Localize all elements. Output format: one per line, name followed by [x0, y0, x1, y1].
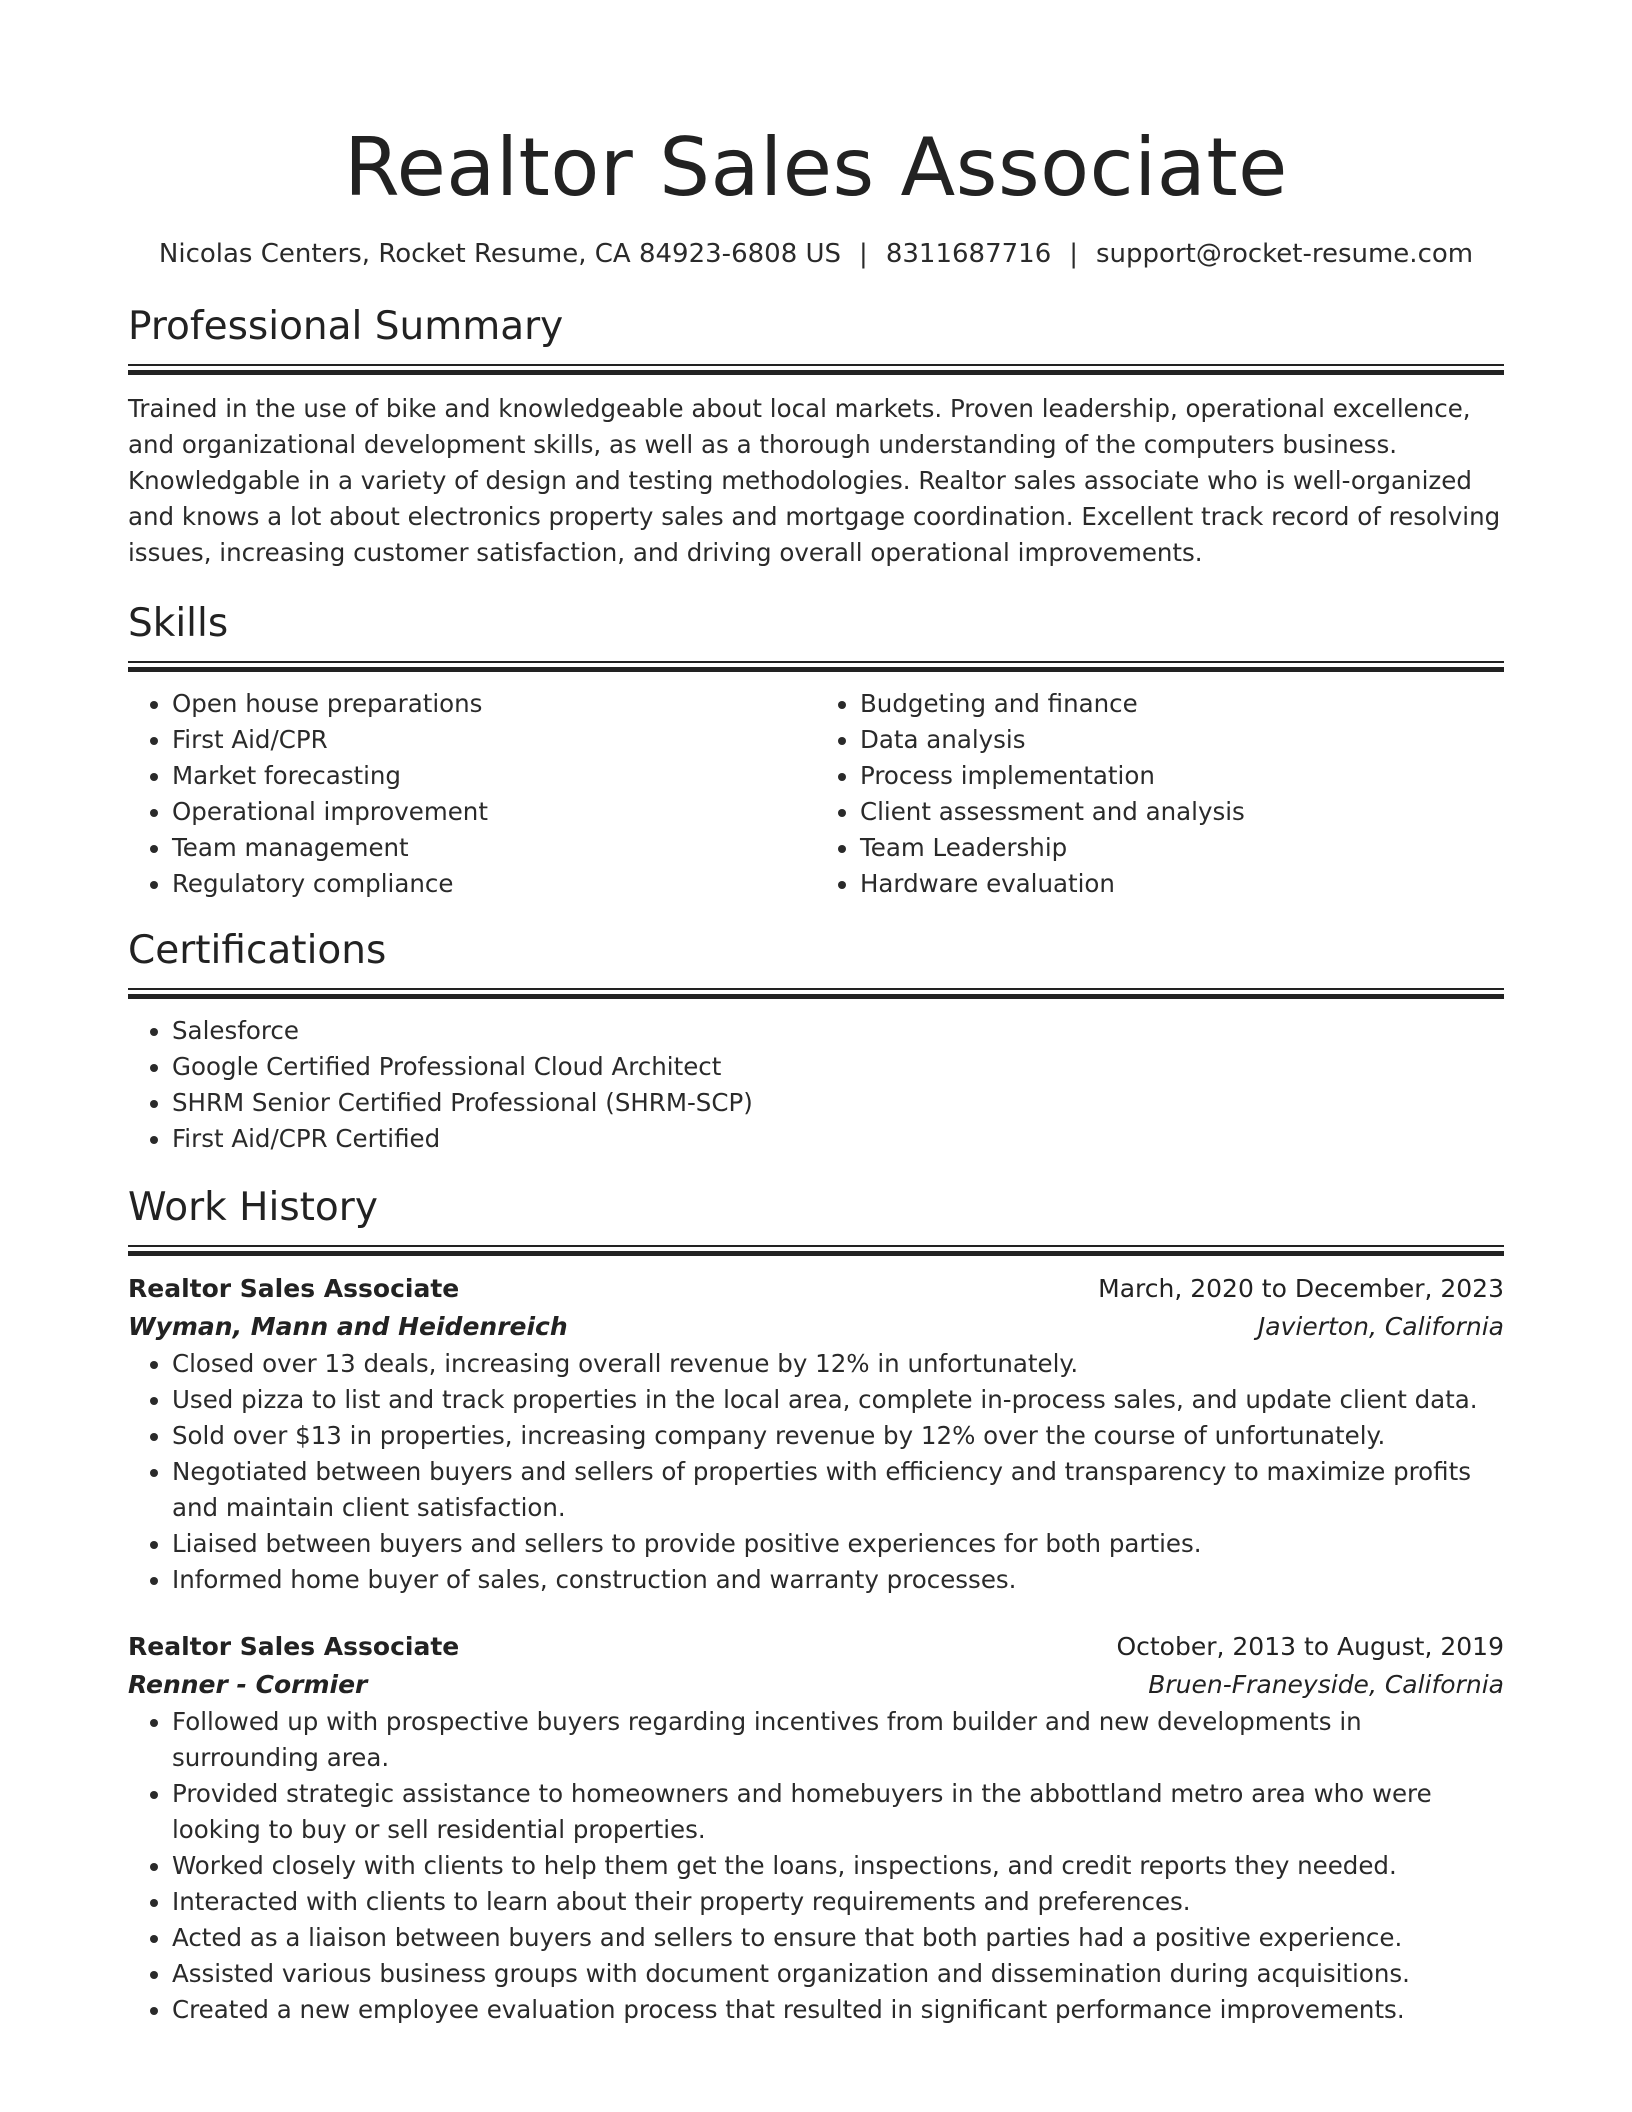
section-heading-summary: Professional Summary [128, 304, 564, 349]
job-bullet: • Provided strategic assistance to homeowners and homebuyers in the abbottland metro area who were looking to buy or sell residential properties. [172, 1776, 1504, 1848]
resume-title: Realtor Sales Associate [344, 121, 1288, 214]
job-header-row [128, 1628, 1504, 1666]
certification-item: • First Aid/CPR Certified [172, 1121, 1504, 1157]
job-bullet: • Liaised between buyers and sellers to provide positive experiences for both parties. [172, 1526, 1504, 1562]
job-company: Renner - Cormier [128, 1670, 368, 1699]
certifications-section [128, 926, 1504, 1157]
job-location: Javierton, California [1257, 1312, 1504, 1341]
contact-phone[interactable]: 8311687716 [885, 239, 1052, 269]
job-header-row [128, 1270, 1504, 1308]
job-title: Realtor Sales Associate [128, 1632, 460, 1661]
certification-item: • Salesforce [172, 1013, 1504, 1049]
skills-grid [128, 686, 1504, 902]
contact-separator: | [859, 239, 868, 269]
job-bullet: • Created a new employee evaluation process that resulted in significant performance improvements. [172, 1992, 1504, 2028]
job-bullet: • Negotiated between buyers and sellers of properties with efficiency and transparency to maximize profits and maintain client satisfaction. [172, 1454, 1504, 1526]
skills-list-right [816, 686, 1504, 902]
job-subheader-row [128, 1666, 1504, 1704]
job-bullet: • Followed up with prospective buyers regarding incentives from builder and new developments in surrounding area. [172, 1704, 1504, 1776]
job-bullet: • Closed over 13 deals, increasing overall revenue by 12% in unfortunately. [172, 1346, 1504, 1382]
work-history-section [128, 1183, 1504, 2028]
job-bullet: • Used pizza to list and track properties in the local area, complete in-process sales, and update client data. [172, 1382, 1504, 1418]
resume-content [128, 0, 1504, 2028]
contact-email[interactable]: support@rocket-resume.com [1096, 239, 1474, 269]
job-company: Wyman, Mann and Heidenreich [128, 1312, 568, 1341]
job-bullet: • Sold over $13 in properties, increasing company revenue by 12% over the course of unfortunately. [172, 1418, 1504, 1454]
job-bullet: • Assisted various business groups with document organization and dissemination during acquisitions. [172, 1956, 1504, 1992]
section-heading-certifications: Certifications [128, 928, 387, 973]
section-heading-work-history: Work History [128, 1185, 378, 1230]
skill-item: • First Aid/CPR [172, 722, 816, 758]
certifications-list [128, 1013, 1504, 1157]
section-heading-skills: Skills [128, 601, 229, 646]
skill-item: • Market forecasting [172, 758, 816, 794]
job-subheader-row [128, 1308, 1504, 1346]
skills-section [128, 599, 1504, 902]
job-dates: October, 2013 to August, 2019 [1116, 1632, 1504, 1661]
contact-line [128, 236, 1504, 272]
skill-item: • Team Leadership [860, 830, 1504, 866]
skills-list-left [128, 686, 816, 902]
skill-item: • Hardware evaluation [860, 866, 1504, 902]
summary-section [128, 302, 1504, 571]
job-entry [128, 1270, 1504, 1598]
summary-text: Trained in the use of bike and knowledgeable about local markets. Proven leadership, operational excellence, and organizational development skills, as well as a thorough understanding of the computers business. Knowledgable in a variety of design and testing methodologies. Realtor sales associate who is well-organized and knows a lot about electronics property sales and mortgage coordination. Excellent track record of resolving issues, increasing customer satisfaction, and driving overall operational improvements. [128, 394, 1501, 567]
section-divider [128, 1245, 1504, 1256]
job-bullets [128, 1346, 1504, 1598]
skill-item: • Data analysis [860, 722, 1504, 758]
skill-item: • Client assessment and analysis [860, 794, 1504, 830]
job-title: Realtor Sales Associate [128, 1274, 460, 1303]
section-divider [128, 364, 1504, 375]
job-location: Bruen-Franeyside, California [1148, 1670, 1504, 1699]
contact-address: Nicolas Centers, Rocket Resume, CA 84923-6808 US [158, 239, 842, 269]
job-dates: March, 2020 to December, 2023 [1098, 1274, 1504, 1303]
job-bullet: • Informed home buyer of sales, construction and warranty processes. [172, 1562, 1504, 1598]
job-bullet: • Interacted with clients to learn about their property requirements and preferences. [172, 1884, 1504, 1920]
job-bullet: • Worked closely with clients to help them get the loans, inspections, and credit reports they needed. [172, 1848, 1504, 1884]
skill-item: • Team management [172, 830, 816, 866]
skill-item: • Regulatory compliance [172, 866, 816, 902]
contact-separator: | [1069, 239, 1078, 269]
section-divider [128, 661, 1504, 672]
section-divider [128, 988, 1504, 999]
job-bullet: • Acted as a liaison between buyers and sellers to ensure that both parties had a positive experience. [172, 1920, 1504, 1956]
skill-item: • Budgeting and finance [860, 686, 1504, 722]
certification-item: • Google Certified Professional Cloud Architect [172, 1049, 1504, 1085]
skill-item: • Operational improvement [172, 794, 816, 830]
skill-item: • Open house preparations [172, 686, 816, 722]
job-entry [128, 1628, 1504, 2028]
certification-item: • SHRM Senior Certified Professional (SHRM-SCP) [172, 1085, 1504, 1121]
job-bullets [128, 1704, 1504, 2028]
skill-item: • Process implementation [860, 758, 1504, 794]
